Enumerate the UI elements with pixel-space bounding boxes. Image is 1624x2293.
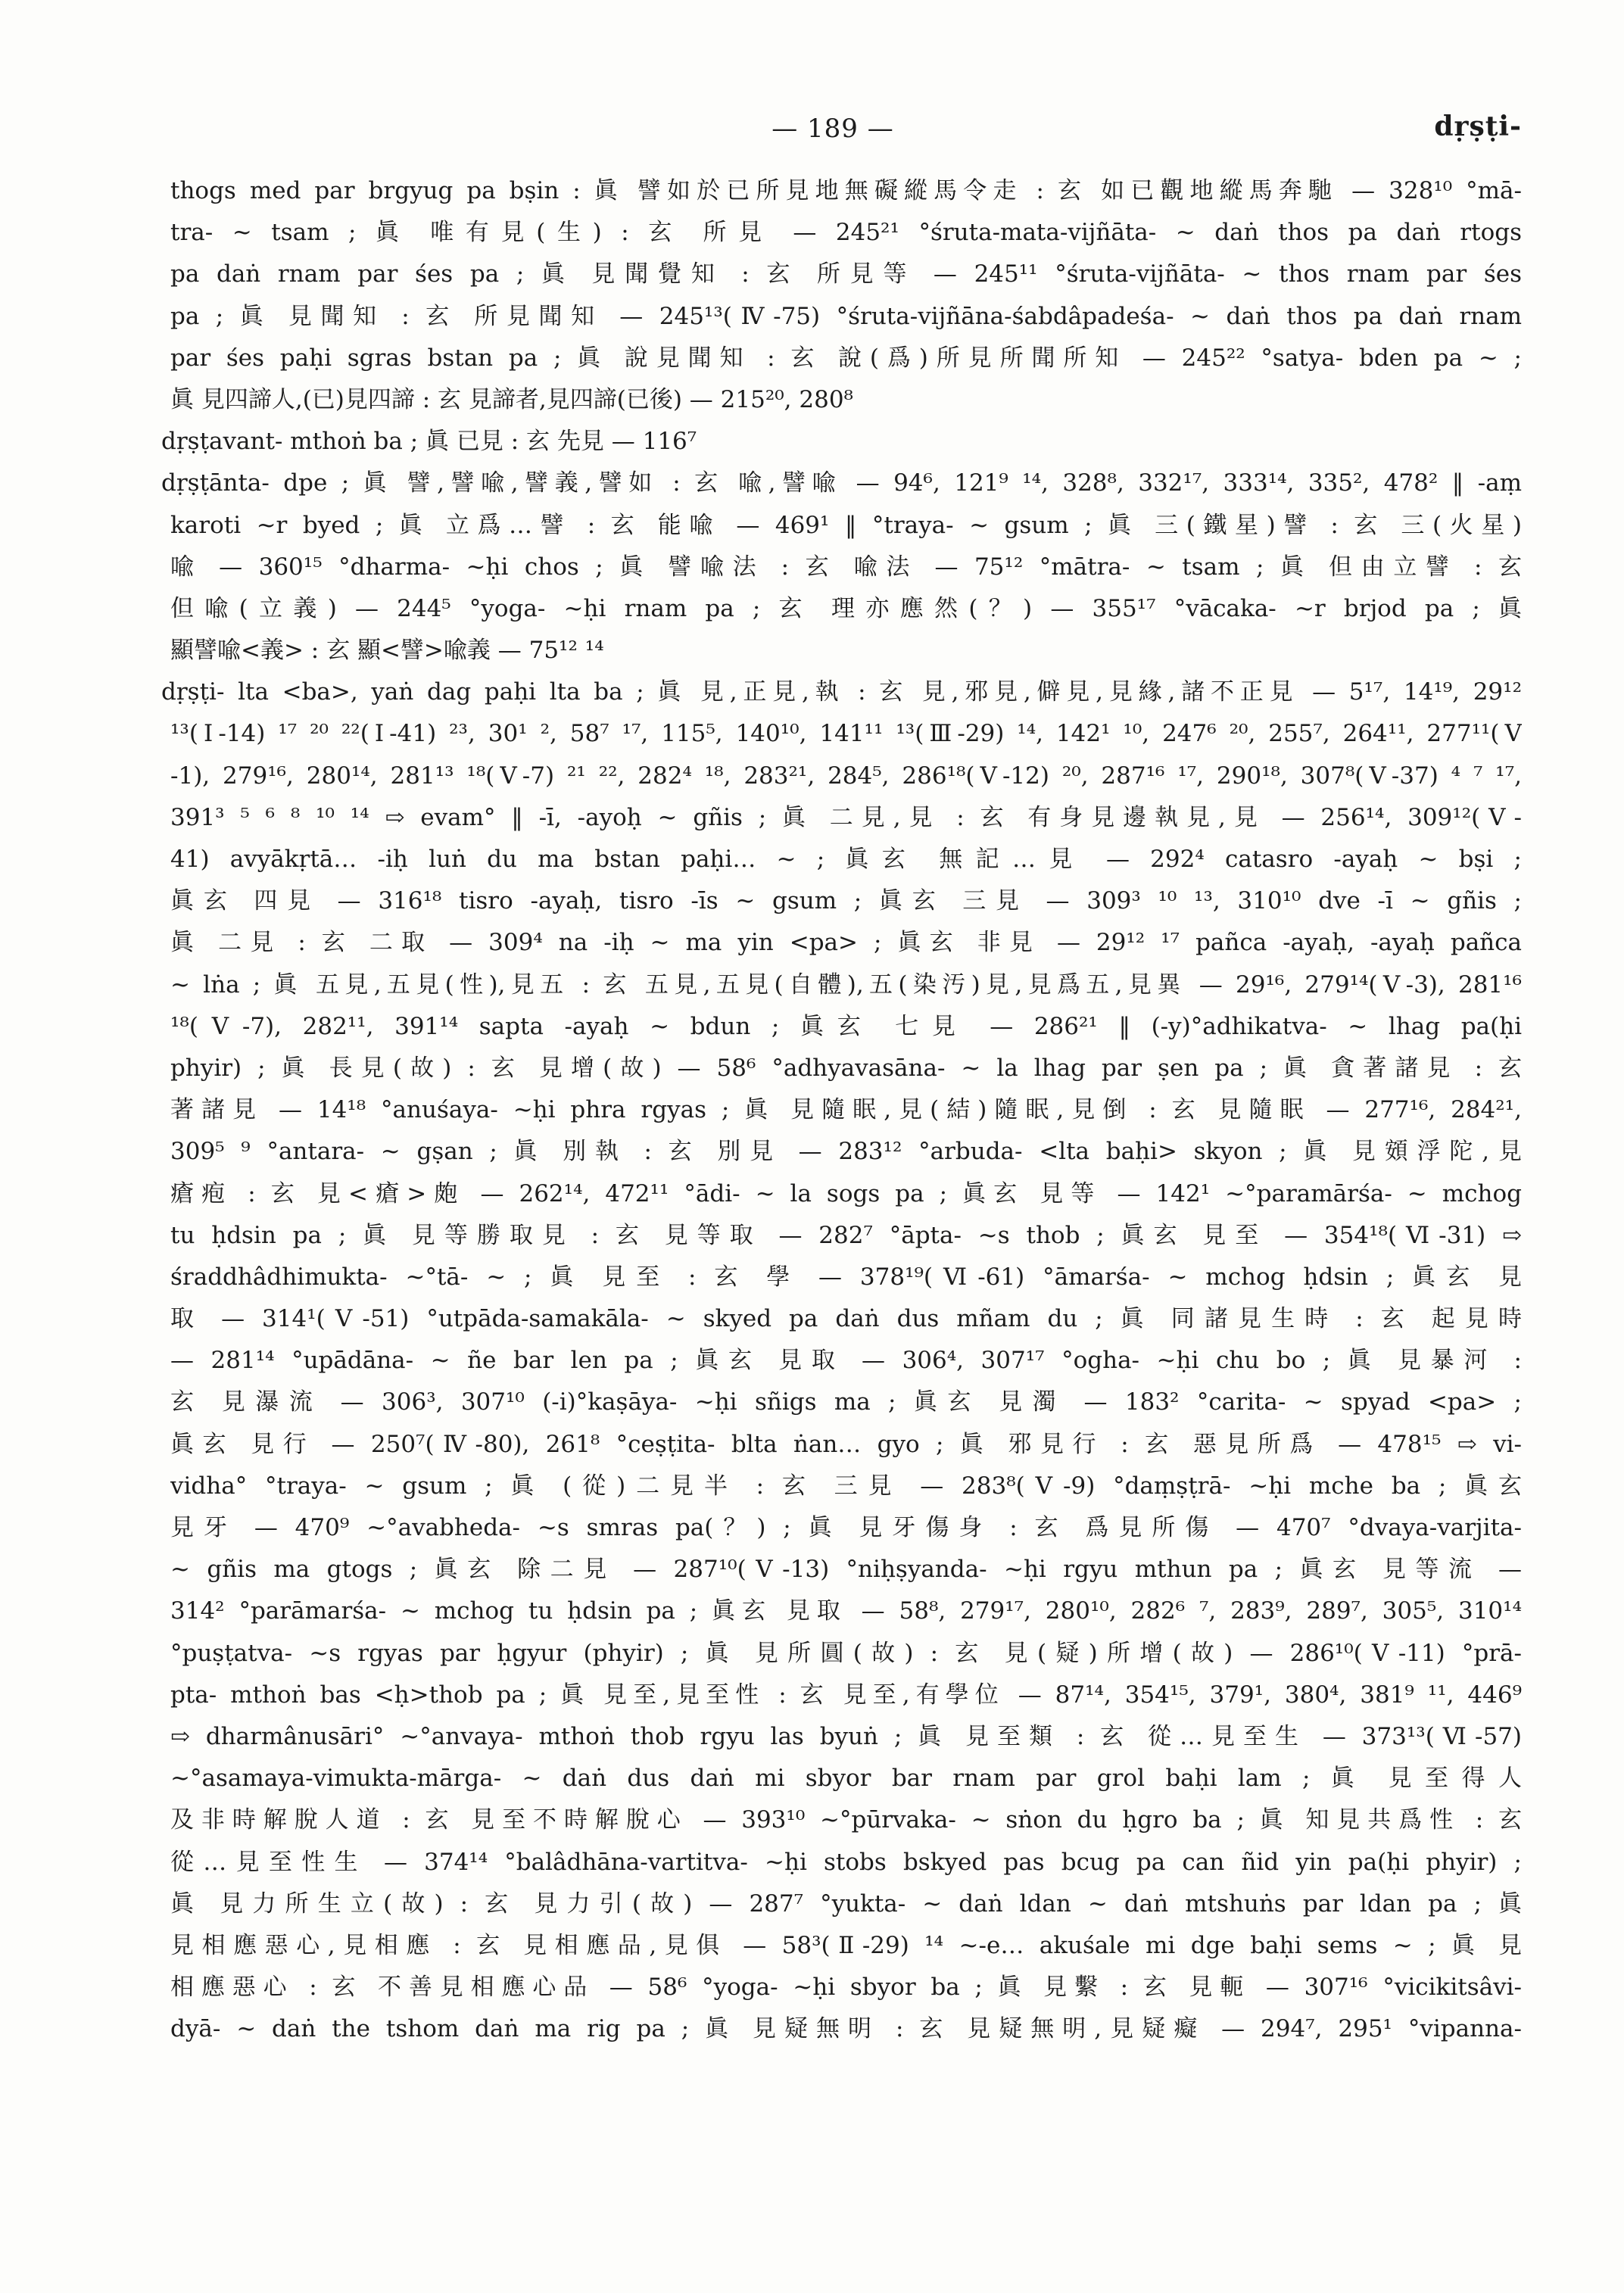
text-line: ¹⁸(Ⅴ-7), 282¹¹, 391¹⁴ sapta -ayaḥ ~ bdun ; 眞玄 七見 — 286²¹ ‖ (-y)°adhikatva- ~ lhag pa(ḥi: [170, 1012, 1522, 1040]
text-line: 及非時解脫人道 : 玄 見至不時解脫心 — 393¹⁰ ~°pūrvaka- ~ sṅon du ḥgro ba ; 眞 知見共爲性 : 玄: [170, 1806, 1522, 1834]
running-head: dṛṣṭi-: [1434, 111, 1522, 142]
dictionary-body: [161, 170, 1522, 2050]
text-line: tra- ~ tsam ; 眞 唯有見(生) : 玄 所見 — 245²¹ °śruta-mata-vijñāta- ~ daṅ thos pa daṅ rtogs: [170, 219, 1522, 247]
entry-headline: dṛṣṭi- lta <ba>, yaṅ dag paḥi lta ba ; 眞 見,正見,執 : 玄 見,邪見,僻見,見緣,諸不正見 — 5¹⁷, 14¹⁹, 29¹²: [161, 678, 1522, 706]
text-line: — 281¹⁴ °upādāna- ~ ñe bar len pa ; 眞玄 見取 — 306⁴, 307¹⁷ °ogha- ~ḥi chu bo ; 眞 見暴河 :: [170, 1347, 1522, 1375]
text-line: ~ gñis ma gtogs ; 眞玄 除二見 — 287¹⁰(Ⅴ-13) °niḥṣyanda- ~ḥi rgyu mthun pa ; 眞玄 見等流 —: [170, 1556, 1522, 1584]
text-line: 眞 見四諦人,(已)見四諦 : 玄 見諦者,見四諦(已後) — 215²⁰, 280⁸: [170, 385, 853, 413]
text-line: ¹³(Ⅰ-14) ¹⁷ ²⁰ ²²(Ⅰ-41) ²³, 30¹ ², 58⁷ ¹⁷, 115⁵, 140¹⁰, 141¹¹ ¹³(Ⅲ-29) ¹⁴, 142¹ ¹⁰, 247⁶ ²⁰, 255⁷, 264¹¹, 277¹¹(Ⅴ: [170, 720, 1522, 748]
text-line: thogs med par brgyug pa bṣin : 眞 譬如於已所見地無礙縱馬令走 : 玄 如已觀地縱馬奔馳 — 328¹⁰ °mā-: [170, 177, 1522, 204]
text-line: 但喩(立義) — 244⁵ °yoga- ~ḥi rnam pa ; 玄 理亦應然(？) — 355¹⁷ °vācaka- ~r brjod pa ; 眞: [170, 594, 1522, 622]
text-line: 喩 — 360¹⁵ °dharma- ~ḥi chos ; 眞 譬喩法 : 玄 喩法 — 75¹² °mātra- ~ tsam ; 眞 但由立譬 : 玄: [170, 553, 1522, 581]
text-line: tu ḥdsin pa ; 眞 見等勝取見 : 玄 見等取 — 282⁷ °āpta- ~s thob ; 眞玄 見至 — 354¹⁸(Ⅵ-31) ⇨: [170, 1221, 1522, 1249]
dictionary-entry-continuation: [170, 170, 1522, 421]
page-header: [0, 111, 1624, 159]
text-line: 相應惡心 : 玄 不善見相應心品 — 58⁶ °yoga- ~ḥi sbyor ba ; 眞 見繫 : 玄 見軛 — 307¹⁶ °vicikitsâvi-: [170, 1974, 1522, 2002]
text-line: pa daṅ rnam par śes pa ; 眞 見聞覺知 : 玄 所見等 — 245¹¹ °śruta-vijñāta- ~ thos rnam par śes: [170, 260, 1522, 288]
text-line: 著諸見 — 14¹⁸ °anuśaya- ~ḥi phra rgyas ; 眞 見隨眠,見(結)隨眠,見倒 : 玄 見隨眠 — 277¹⁶, 284²¹,: [170, 1096, 1522, 1124]
text-line: dyā- ~ daṅ the tshom daṅ ma rig pa ; 眞 見疑無明 : 玄 見疑無明,見疑癡 — 294⁷, 295¹ °vipanna-: [170, 2015, 1522, 2043]
text-line: 41) avyākṛtā… -iḥ luṅ du ma bstan paḥi… ~ ; 眞玄 無記…見 — 292⁴ catasro -ayaḥ ~ bṣi ;: [170, 846, 1522, 873]
text-line: 眞玄 四見 — 316¹⁸ tisro -ayaḥ, tisro -īs ~ gsum ; 眞玄 三見 — 309³ ¹⁰ ¹³, 310¹⁰ dve -ī ~ gñis ;: [170, 887, 1522, 915]
entry-headline: dṛṣṭānta- dpe ; 眞 譬,譬喩,譬義,譬如 : 玄 喩,譬喩 — 94⁶, 121⁹ ¹⁴, 328⁸, 332¹⁷, 333¹⁴, 335², 478² ‖ -aṃ: [161, 469, 1522, 497]
dictionary-entry-drsti: [161, 671, 1522, 2050]
text-line: 314² °parāmarśa- ~ mchog tu ḥdsin pa ; 眞玄 見取 — 58⁸, 279¹⁷, 280¹⁰, 282⁶ ⁷, 283⁹, 289⁷, 305⁵, 310¹⁴: [170, 1597, 1522, 1625]
text-line: 顯譬喩<義> : 玄 顯<譬>喩義 — 75¹² ¹⁴: [170, 637, 604, 665]
text-line: par śes paḥi sgras bstan pa ; 眞 說見聞知 : 玄 說(爲)所見所聞所知 — 245²² °satya- bden pa ~ ;: [170, 344, 1522, 372]
text-line: 391³ ⁵ ⁶ ⁸ ¹⁰ ¹⁴ ⇨ evam° ‖ -ī, -ayoḥ ~ gñis ; 眞 二見,見 : 玄 有身見邊執見,見 — 256¹⁴, 309¹²(Ⅴ-: [170, 803, 1522, 831]
text-line: ~ lṅa ; 眞 五見,五見(性),見五 : 玄 五見,五見(自體),五(染汚)見,見爲五,見異 — 29¹⁶, 279¹⁴(Ⅴ-3), 281¹⁶: [170, 970, 1522, 999]
text-line: 從…見至性生 — 374¹⁴ °balâdhāna-vartitva- ~ḥi stobs bskyed pas bcug pa can ñid yin pa(ḥi phyir) ;: [170, 1848, 1522, 1876]
text-line: 眞 見力所生立(故) : 玄 見力引(故) — 287⁷ °yukta- ~ daṅ ldan ~ daṅ mtshuṅs par ldan pa ; 眞: [170, 1890, 1522, 1918]
text-line: 見牙 — 470⁹ ~°avabheda- ~s smras pa(？) ; 眞 見牙傷身 : 玄 爲見所傷 — 470⁷ °dvaya-varjita-: [170, 1514, 1522, 1541]
text-line: karoti ~r byed ; 眞 立爲…譬 : 玄 能喩 — 469¹ ‖ °traya- ~ gsum ; 眞 三(鐵星)譬 : 玄 三(火星): [170, 511, 1522, 539]
text-line: śraddhâdhimukta- ~°tā- ~ ; 眞 見至 : 玄 學 — 378¹⁹(Ⅵ-61) °āmarśa- ~ mchog ḥdsin ; 眞玄 見: [170, 1263, 1522, 1291]
text-line: 見相應惡心,見相應 : 玄 見相應品,見俱 — 58³(Ⅱ-29) ¹⁴ ~-e… akuśale mi dge baḥi sems ~ ; 眞 見: [170, 1931, 1522, 1959]
text-line: ~°asamaya-vimukta-mārga- ~ daṅ dus daṅ mi sbyor bar rnam par grol baḥi lam ; 眞 見至得人: [170, 1765, 1522, 1793]
text-line: vidha° °traya- ~ gsum ; 眞 (從)二見半 : 玄 三見 — 283⁸(Ⅴ-9) °daṃṣṭrā- ~ḥi mche ba ; 眞玄: [170, 1472, 1522, 1500]
text-line: phyir) ; 眞 長見(故) : 玄 見增(故) — 58⁶ °adhyavasāna- ~ la lhag par ṣen pa ; 眞 貪著諸見 : 玄: [170, 1054, 1522, 1082]
dictionary-entry-drstavant: [161, 421, 1522, 463]
text-line: pta- mthoṅ bas <ḥ>thob pa ; 眞 見至,見至性 : 玄 見至,有學位 — 87¹⁴, 354¹⁵, 379¹, 380⁴, 381⁹ ¹¹, 446⁹: [170, 1681, 1522, 1709]
text-line: °puṣṭatva- ~s rgyas par ḥgyur (phyir) ; 眞 見所圓(故) : 玄 見(疑)所增(故) — 286¹⁰(Ⅴ-11) °prā-: [170, 1639, 1522, 1667]
text-line: pa ; 眞 見聞知 : 玄 所見聞知 — 245¹³(Ⅳ-75) °śruta-vijñāna-śabdâpadeśa- ~ daṅ thos pa daṅ rnam: [170, 302, 1522, 330]
text-line: 取 — 314¹(Ⅴ-51) °utpāda-samakāla- ~ skyed pa daṅ dus mñam du ; 眞 同諸見生時 : 玄 起見時: [170, 1305, 1522, 1333]
text-line: ⇨ dharmânusāri° ~°anvaya- mthoṅ thob rgyu las byuṅ ; 眞 見至類 : 玄 從…見至生 — 373¹³(Ⅵ-57): [170, 1722, 1522, 1750]
text-line: 309⁵ ⁹ °antara- ~ gṣan ; 眞 別執 : 玄 別見 — 283¹² °arbuda- <lta baḥi> skyon ; 眞 見頞浮陀,見: [170, 1138, 1522, 1166]
text-line: 眞 二見 : 玄 二取 — 309⁴ na -iḥ ~ ma yin <pa> ; 眞玄 非見 — 29¹² ¹⁷ pañca -ayaḥ, -ayaḥ pañca: [170, 929, 1522, 957]
entry-headline: dṛṣṭavant- mthoṅ ba ; 眞 已見 : 玄 先見 — 116⁷: [161, 428, 697, 456]
page-number: — 189 —: [771, 114, 894, 144]
dictionary-entry-drstanta: [161, 463, 1522, 671]
text-line: -1), 279¹⁶, 280¹⁴, 281¹³ ¹⁸(Ⅴ-7) ²¹ ²², 282⁴ ¹⁸, 283²¹, 284⁵, 286¹⁸(Ⅴ-12) ²⁰, 287¹⁶ ¹⁷, 290¹⁸, 307⁸(Ⅴ-37) ⁴ ⁷ ¹⁷,: [170, 762, 1522, 790]
text-line: 瘡疱 : 玄 見<瘡>皰 — 262¹⁴, 472¹¹ °ādi- ~ la sogs pa ; 眞玄 見等 — 142¹ ~°paramārśa- ~ mchog: [170, 1179, 1522, 1207]
text-line: 眞玄 見行 — 250⁷(Ⅳ-80), 261⁸ °ceṣṭita- blta ṅan… gyo ; 眞 邪見行 : 玄 惡見所爲 — 478¹⁵ ⇨ vi-: [170, 1430, 1522, 1458]
text-line: 玄 見瀑流 — 306³, 307¹⁰ (-i)°kaṣāya- ~ḥi sñigs ma ; 眞玄 見濁 — 183² °carita- ~ spyad <pa> ;: [170, 1388, 1522, 1416]
